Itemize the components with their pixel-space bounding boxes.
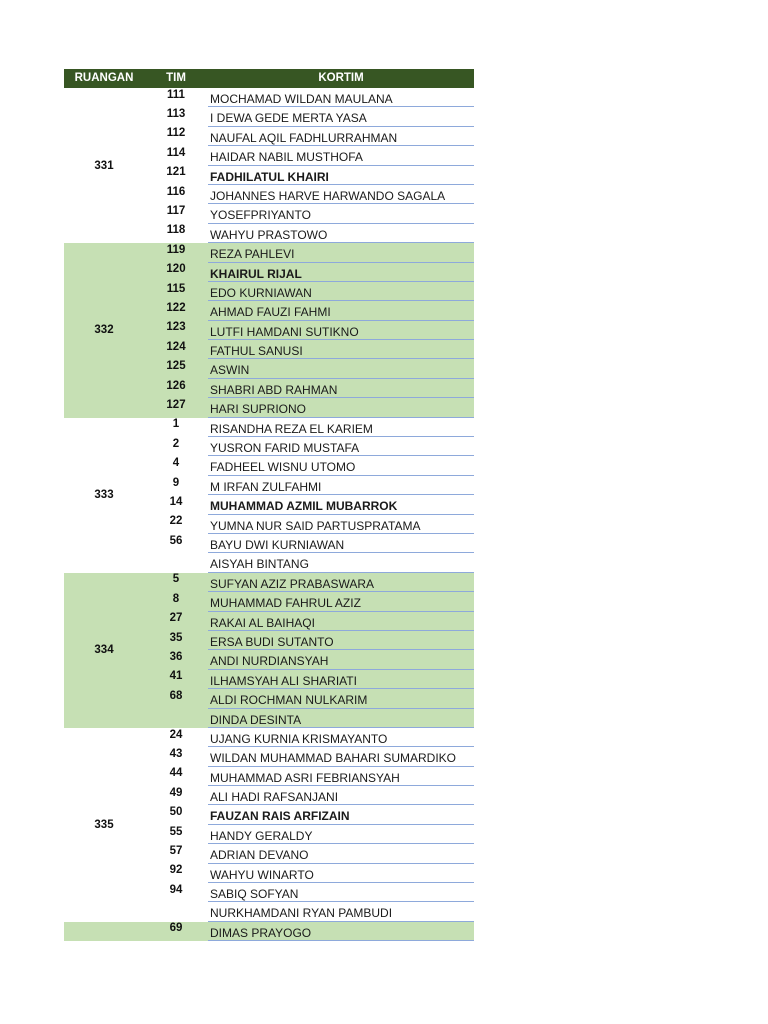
kortim-name: WAHYU PRASTOWO bbox=[208, 224, 474, 243]
kortim-name: WILDAN MUHAMMAD BAHARI SUMARDIKO bbox=[208, 747, 474, 766]
table-row bbox=[144, 437, 474, 456]
room-number: 333 bbox=[94, 489, 114, 502]
tim-number: 125 bbox=[166, 360, 186, 373]
table-row bbox=[144, 88, 474, 107]
tim-number: 92 bbox=[169, 864, 183, 877]
kortim-name: EDO KURNIAWAN bbox=[208, 282, 474, 301]
table-row bbox=[144, 456, 474, 475]
table-row bbox=[144, 398, 474, 417]
table-row bbox=[144, 650, 474, 669]
kortim-name: SUFYAN AZIZ PRABASWARA bbox=[208, 573, 474, 592]
room-rows bbox=[144, 573, 474, 728]
kortim-name: YUMNA NUR SAID PARTUSPRATAMA bbox=[208, 515, 474, 534]
table-row bbox=[144, 166, 474, 185]
room-rows bbox=[144, 728, 474, 922]
kortim-name: ASWIN bbox=[208, 359, 474, 378]
kortim-name: YOSEFPRIYANTO bbox=[208, 204, 474, 223]
tim-number: 94 bbox=[169, 883, 183, 896]
kortim-name: HAIDAR NABIL MUSTHOFA bbox=[208, 146, 474, 165]
table-row bbox=[144, 204, 474, 223]
tim-number: 24 bbox=[169, 728, 183, 741]
kortim-name: ILHAMSYAH ALI SHARIATI bbox=[208, 670, 474, 689]
tim-number: 50 bbox=[169, 806, 183, 819]
tim-number: 121 bbox=[166, 166, 186, 179]
kortim-name: ANDI NURDIANSYAH bbox=[208, 650, 474, 669]
tim-number: 14 bbox=[169, 495, 183, 508]
kortim-name: MUHAMMAD ASRI FEBRIANSYAH bbox=[208, 767, 474, 786]
table-row bbox=[144, 359, 474, 378]
table-row bbox=[144, 185, 474, 204]
table-row bbox=[144, 263, 474, 282]
kortim-name: MUHAMMAD FAHRUL AZIZ bbox=[208, 592, 474, 611]
kortim-name: ADRIAN DEVANO bbox=[208, 844, 474, 863]
tim-number: 118 bbox=[166, 224, 186, 237]
tim-number: 43 bbox=[169, 747, 183, 760]
table-row bbox=[144, 786, 474, 805]
tim-number: 41 bbox=[169, 670, 183, 683]
room-group bbox=[64, 243, 474, 418]
kortim-name: HARI SUPRIONO bbox=[208, 398, 474, 417]
kortim-name: KHAIRUL RIJAL bbox=[208, 263, 474, 282]
tim-number: 120 bbox=[166, 263, 186, 276]
room-rows bbox=[144, 922, 474, 941]
tim-number: 124 bbox=[166, 340, 186, 353]
header-kortim: KORTIM bbox=[318, 72, 364, 84]
tim-number: 57 bbox=[169, 844, 183, 857]
tim-number: 4 bbox=[172, 457, 180, 470]
table-row bbox=[144, 146, 474, 165]
table-row bbox=[144, 728, 474, 747]
tim-number: 69 bbox=[169, 922, 183, 935]
table-row bbox=[144, 321, 474, 340]
tim-number: 5 bbox=[172, 573, 180, 586]
tim-number: 116 bbox=[166, 185, 186, 198]
kortim-name: BAYU DWI KURNIAWAN bbox=[208, 534, 474, 553]
tim-number: 44 bbox=[169, 767, 183, 780]
table-row bbox=[144, 243, 474, 262]
kortim-name: M IRFAN ZULFAHMI bbox=[208, 476, 474, 495]
table-header bbox=[64, 69, 474, 88]
room-group bbox=[64, 573, 474, 728]
tim-number: 56 bbox=[169, 534, 183, 547]
room-group bbox=[64, 728, 474, 922]
kortim-name: MUHAMMAD AZMIL MUBARROK bbox=[208, 495, 474, 514]
table-row bbox=[144, 573, 474, 592]
kortim-name: SABIQ SOFYAN bbox=[208, 883, 474, 902]
kortim-name: MOCHAMAD WILDAN MAULANA bbox=[208, 88, 474, 107]
kortim-name: HANDY GERALDY bbox=[208, 825, 474, 844]
table-row bbox=[144, 515, 474, 534]
kortim-name: FAUZAN RAIS ARFIZAIN bbox=[208, 805, 474, 824]
table-row bbox=[144, 922, 474, 941]
table-row bbox=[144, 495, 474, 514]
kortim-name: SHABRI ABD RAHMAN bbox=[208, 379, 474, 398]
table-row bbox=[144, 612, 474, 631]
assignment-table bbox=[64, 69, 474, 941]
room-rows bbox=[144, 88, 474, 243]
room-number bbox=[64, 922, 144, 941]
kortim-name: DIMAS PRAYOGO bbox=[208, 922, 474, 941]
kortim-name: REZA PAHLEVI bbox=[208, 243, 474, 262]
tim-number: 9 bbox=[172, 476, 180, 489]
tim-number: 35 bbox=[169, 631, 183, 644]
table-row bbox=[144, 844, 474, 863]
tim-number: 122 bbox=[166, 301, 186, 314]
table-row bbox=[144, 282, 474, 301]
kortim-name: RISANDHA REZA EL KARIEM bbox=[208, 418, 474, 437]
kortim-name: WAHYU WINARTO bbox=[208, 864, 474, 883]
table-row bbox=[144, 902, 474, 921]
kortim-name: ALDI ROCHMAN NULKARIM bbox=[208, 689, 474, 708]
room-group bbox=[64, 88, 474, 243]
table-row bbox=[144, 534, 474, 553]
kortim-name: JOHANNES HARVE HARWANDO SAGALA bbox=[208, 185, 474, 204]
table-body bbox=[64, 88, 474, 941]
table-row bbox=[144, 709, 474, 728]
table-row bbox=[144, 301, 474, 320]
tim-number: 114 bbox=[166, 146, 186, 159]
table-row bbox=[144, 670, 474, 689]
tim-number: 27 bbox=[169, 612, 183, 625]
tim-number: 115 bbox=[166, 282, 186, 295]
kortim-name: DINDA DESINTA bbox=[208, 709, 474, 728]
kortim-name: ALI HADI RAFSANJANI bbox=[208, 786, 474, 805]
tim-number: 123 bbox=[166, 321, 186, 334]
table-row bbox=[144, 553, 474, 572]
table-row bbox=[144, 805, 474, 824]
room-number: 335 bbox=[94, 818, 114, 831]
room-group bbox=[64, 922, 474, 941]
table-row bbox=[144, 127, 474, 146]
tim-number: 119 bbox=[166, 243, 186, 256]
room-rows bbox=[144, 418, 474, 573]
kortim-name: NAUFAL AQIL FADHLURRAHMAN bbox=[208, 127, 474, 146]
kortim-name: FADHEEL WISNU UTOMO bbox=[208, 456, 474, 475]
tim-number: 68 bbox=[169, 689, 183, 702]
table-row bbox=[144, 864, 474, 883]
tim-number: 127 bbox=[166, 398, 186, 411]
table-row bbox=[144, 224, 474, 243]
table-row bbox=[144, 340, 474, 359]
table-row bbox=[144, 631, 474, 650]
table-row bbox=[144, 767, 474, 786]
kortim-name: AISYAH BINTANG bbox=[208, 553, 474, 572]
kortim-name: AHMAD FAUZI FAHMI bbox=[208, 301, 474, 320]
table-row bbox=[144, 825, 474, 844]
room-number: 331 bbox=[94, 159, 114, 172]
tim-number: 112 bbox=[166, 127, 186, 140]
tim-number: 22 bbox=[169, 515, 183, 528]
table-row bbox=[144, 689, 474, 708]
header-ruangan: RUANGAN bbox=[74, 72, 134, 84]
tim-number: 113 bbox=[166, 108, 186, 121]
tim-number: 36 bbox=[169, 651, 183, 664]
tim-number: 111 bbox=[167, 88, 185, 101]
kortim-name: YUSRON FARID MUSTAFA bbox=[208, 437, 474, 456]
room-group bbox=[64, 418, 474, 573]
table-row bbox=[144, 418, 474, 437]
room-rows bbox=[144, 243, 474, 418]
table-row bbox=[144, 592, 474, 611]
kortim-name: UJANG KURNIA KRISMAYANTO bbox=[208, 728, 474, 747]
table-row bbox=[144, 107, 474, 126]
kortim-name: NURKHAMDANI RYAN PAMBUDI bbox=[208, 902, 474, 921]
table-row bbox=[144, 476, 474, 495]
tim-number: 126 bbox=[166, 379, 186, 392]
table-row bbox=[144, 883, 474, 902]
kortim-name: I DEWA GEDE MERTA YASA bbox=[208, 107, 474, 126]
tim-number: 49 bbox=[169, 786, 183, 799]
table-row bbox=[144, 379, 474, 398]
room-number: 332 bbox=[94, 324, 114, 337]
kortim-name: FATHUL SANUSI bbox=[208, 340, 474, 359]
tim-number: 2 bbox=[172, 437, 180, 450]
room-number: 334 bbox=[94, 644, 114, 657]
tim-number: 117 bbox=[166, 205, 186, 218]
kortim-name: LUTFI HAMDANI SUTIKNO bbox=[208, 321, 474, 340]
tim-number: 1 bbox=[172, 418, 180, 431]
kortim-name: ERSA BUDI SUTANTO bbox=[208, 631, 474, 650]
tim-number: 55 bbox=[169, 825, 183, 838]
table-row bbox=[144, 747, 474, 766]
tim-number: 8 bbox=[172, 592, 180, 605]
header-tim: TIM bbox=[166, 72, 186, 84]
kortim-name: FADHILATUL KHAIRI bbox=[208, 166, 474, 185]
kortim-name: RAKAI AL BAIHAQI bbox=[208, 612, 474, 631]
